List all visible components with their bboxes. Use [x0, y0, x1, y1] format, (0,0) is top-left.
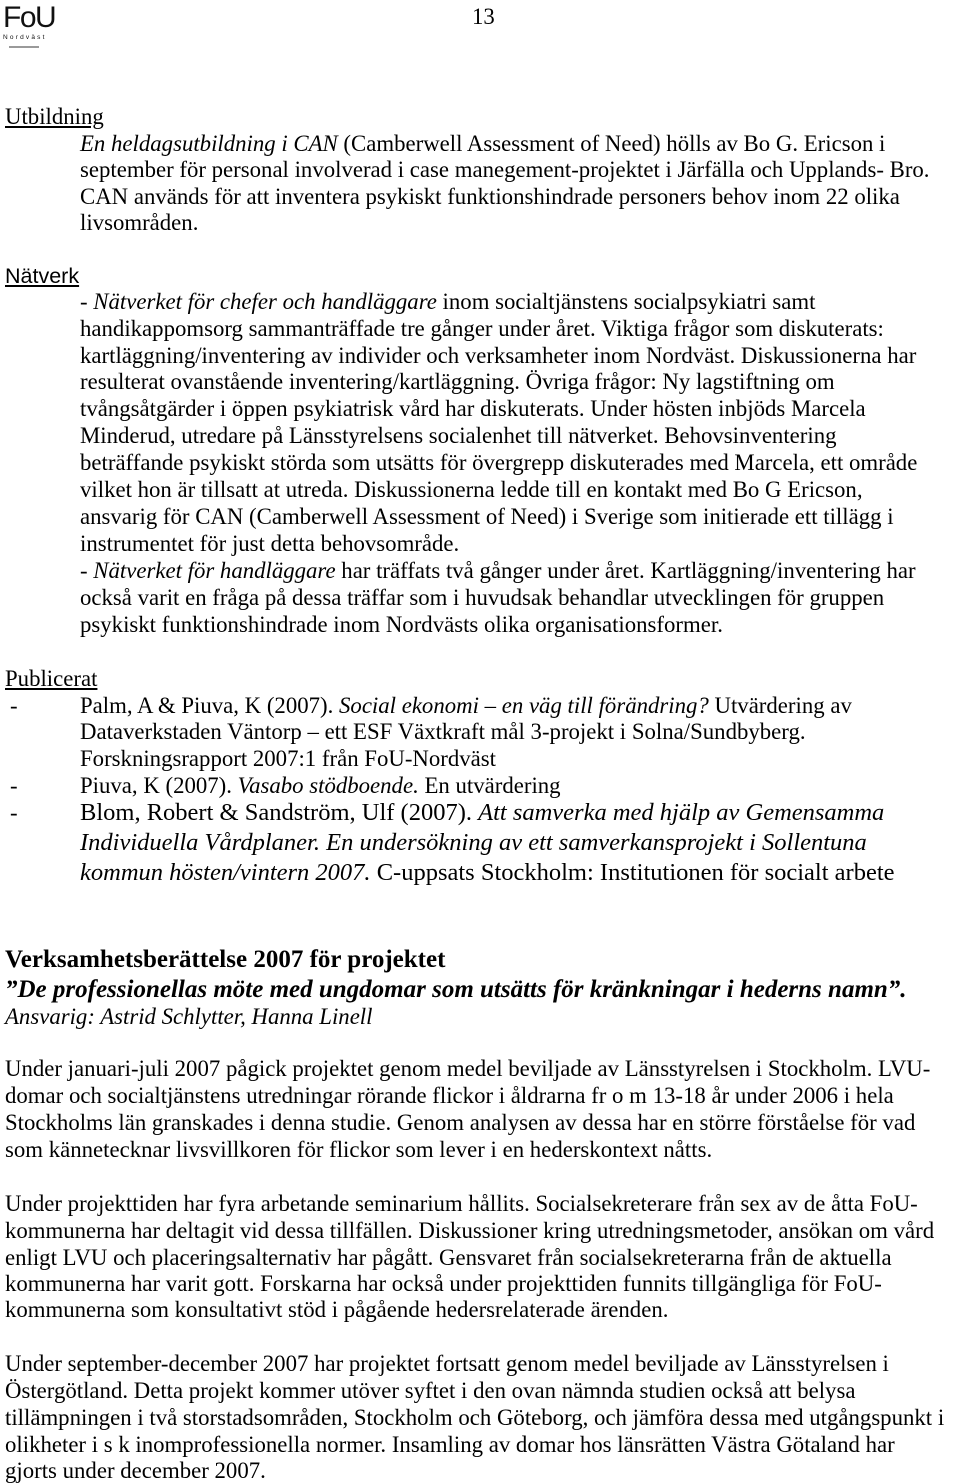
page-number: 13 — [472, 4, 495, 29]
project-paragraph-line: enligt LVU och placeringsalternativ har pågått. Gensvaret från socialsekreterarna från de aktuella — [5, 1245, 892, 1270]
project-paragraph-line: kommunerna har deltagit vid dessa tillfällen. Diskussioner kring utredningsmetoder, ansökan om vård — [5, 1218, 935, 1243]
project-responsible: Ansvarig: Astrid Schlytter, Hanna Linell — [5, 1004, 373, 1029]
publication-entry-line — [80, 801, 884, 825]
project-paragraph-line: olikheter i s k inomprofessionella normer. Insamling av domar hos länsrätten Västra Götaland har — [5, 1432, 895, 1457]
utbildning-text-line: livsområden. — [80, 210, 199, 235]
line-text: Palm, A & Piuva, K (2007). — [80, 693, 340, 718]
line-text: (Camberwell Assessment of Need) hölls av Bo G. Ericson i — [337, 131, 886, 156]
project-paragraph-line: Östergötland. Detta projekt kommer utöver syftet i den ovan nämnda studien också att belysa — [5, 1378, 856, 1403]
italic-text: En heldagsutbildning i CAN — [80, 131, 338, 156]
publication-entry-line: Forskningsrapport 2007:1 från FoU-Nordväst — [80, 746, 496, 771]
list-bullet: - — [10, 693, 18, 718]
publication-entry-line — [80, 775, 561, 797]
publication-title: kommun hösten/vintern 2007. — [80, 859, 371, 886]
natverk-text-line — [80, 291, 815, 313]
publication-entry-line: Individuella Vårdplaner. En undersökning av ett samverkansprojekt i Sollentuna — [80, 829, 867, 856]
utbildning-text-line: september för personal involverad i case manegement-projektet i Järfälla och Upplands- Bro. — [80, 157, 930, 182]
project-paragraph-line: gjorts under december 2007. — [5, 1458, 266, 1483]
line-text: C-uppsats Stockholm: Institutionen för socialt arbete — [370, 859, 895, 886]
natverk-text-line: handikappomsorg sammanträffade tre gånger under året. Viktiga frågor som diskuterats: — [80, 316, 884, 341]
line-text: har träffats två gånger under året. Kartläggning/inventering har — [335, 558, 916, 583]
natverk-text-line: också varit en fråga på dessa träffar som i huvudsak behandlar utvecklingen för gruppen — [80, 585, 885, 610]
project-paragraph-line: tillämpningen i två storstadsområden, Stockholm och Göteborg, och jämföra dessa med utgångspunkt i — [5, 1405, 945, 1430]
italic-text: Nätverket för chefer och handläggare — [93, 289, 437, 314]
logo-subtext: Nordväst — [3, 34, 47, 41]
project-paragraph-line: som kännetecknar livsvillkoren för flickor som lever i en hederskontext nåtts. — [5, 1137, 713, 1162]
utbildning-text-line — [80, 133, 885, 155]
line-text: inom socialtjänstens socialpsykiatri samt — [436, 289, 816, 314]
italic-text: Nätverket för handläggare — [93, 558, 336, 583]
list-bullet: - — [10, 773, 18, 798]
project-paragraph-line: Under september-december 2007 har projektet fortsatt genom medel beviljade av Länsstyrelsen i — [5, 1351, 889, 1376]
publication-entry-line: Dataverkstaden Väntorp – ett ESF Växtkraft mål 3-projekt i Solna/Sundbyberg. — [80, 719, 806, 744]
section-heading-utbildning: Utbildning — [5, 104, 104, 129]
publication-entry-line — [80, 695, 852, 717]
line-text: Utvärdering av — [708, 693, 852, 718]
fou-nordvast-logo — [3, 1, 56, 48]
logo-rule — [9, 46, 39, 48]
natverk-text-line: kartläggning/inventering av individer och verksamheter inom Nordväst. Diskussionerna har — [80, 343, 917, 368]
section-heading-natverk: Nätverk — [5, 264, 80, 288]
natverk-text-line: instrumentet för just detta behovsområde. — [80, 531, 460, 556]
list-bullet: - — [10, 800, 18, 825]
project-report-title: Verksamhetsberättelse 2007 för projektet — [5, 946, 446, 973]
project-paragraph-line: Under projekttiden har fyra arbetande seminarium hållits. Socialsekreterare från sex av de åtta FoU- — [5, 1191, 918, 1216]
project-paragraph-line: kommunerna har varit gott. Forskarna har också under projekttiden funnits tillgängliga för FoU- — [5, 1271, 882, 1296]
project-paragraph-line: domar och socialtjänstens utredningar rörande flickor i åldrarna fr o m 13-18 år under 2006 i hela — [5, 1083, 894, 1108]
line-text: Piuva, K (2007). — [80, 773, 238, 798]
publication-title: Social ekonomi – en väg till förändring? — [339, 693, 709, 718]
project-name: ”De professionellas möte med ungdomar som utsätts för kränkningar i hederns namn”. — [5, 976, 907, 1003]
natverk-text-line: Minderud, utredare på Länsstyrelsens socialenhet till nätverket. Behovsinventering — [80, 423, 837, 448]
publication-entry-line — [80, 861, 895, 885]
natverk-text-line: beträffande psykiskt störda som utsätts för övergrepp diskuterades med Marcela, ett område — [80, 450, 918, 475]
natverk-text-line: tvångsåtgärder i öppen psykiatrisk vård har diskuterats. Under hösten inbjöds Marcela — [80, 396, 866, 421]
project-paragraph-line: Stockholms län granskades i denna studie. Genom analysen av dessa har en större förståelse för vad — [5, 1110, 916, 1135]
project-paragraph-line: kommunerna som konsultativt stöd i pågående hedersrelaterade ärenden. — [5, 1297, 669, 1322]
line-text: Blom, Robert & Sandström, Ulf (2007). — [80, 799, 479, 826]
project-paragraph-line: Under januari-juli 2007 pågick projektet genom medel beviljade av Länsstyrelsen i Stockholm. LVU- — [5, 1056, 931, 1081]
natverk-text-line: ansvarig för CAN (Camberwell Assessment of Need) i Sverige som initierade ett tillägg i — [80, 504, 894, 529]
utbildning-text-line: CAN används för att inventera psykiskt funktionshindrade personers behov inom 22 olika — [80, 184, 900, 209]
publication-title: Vasabo stödboende. — [237, 773, 419, 798]
logo-text: FoU — [3, 1, 56, 34]
natverk-text-line — [80, 560, 916, 582]
natverk-text-line: vilket hon är tillsatt at utreda. Diskussionerna ledde till en kontakt med Bo G Ericson, — [80, 477, 863, 502]
natverk-text-line: psykiskt funktionshindrade inom Nordvästs olika organisationsformer. — [80, 612, 723, 637]
publication-title: Att samverka med hjälp av Gemensamma — [478, 799, 885, 826]
line-text: - — [80, 289, 94, 314]
line-text: - — [80, 558, 94, 583]
section-heading-publicerat: Publicerat — [5, 666, 98, 691]
line-text: En utvärdering — [418, 773, 561, 798]
natverk-text-line: resulterat ovanstående inventering/kartläggning. Övriga frågor: Ny lagstiftning om — [80, 369, 835, 394]
